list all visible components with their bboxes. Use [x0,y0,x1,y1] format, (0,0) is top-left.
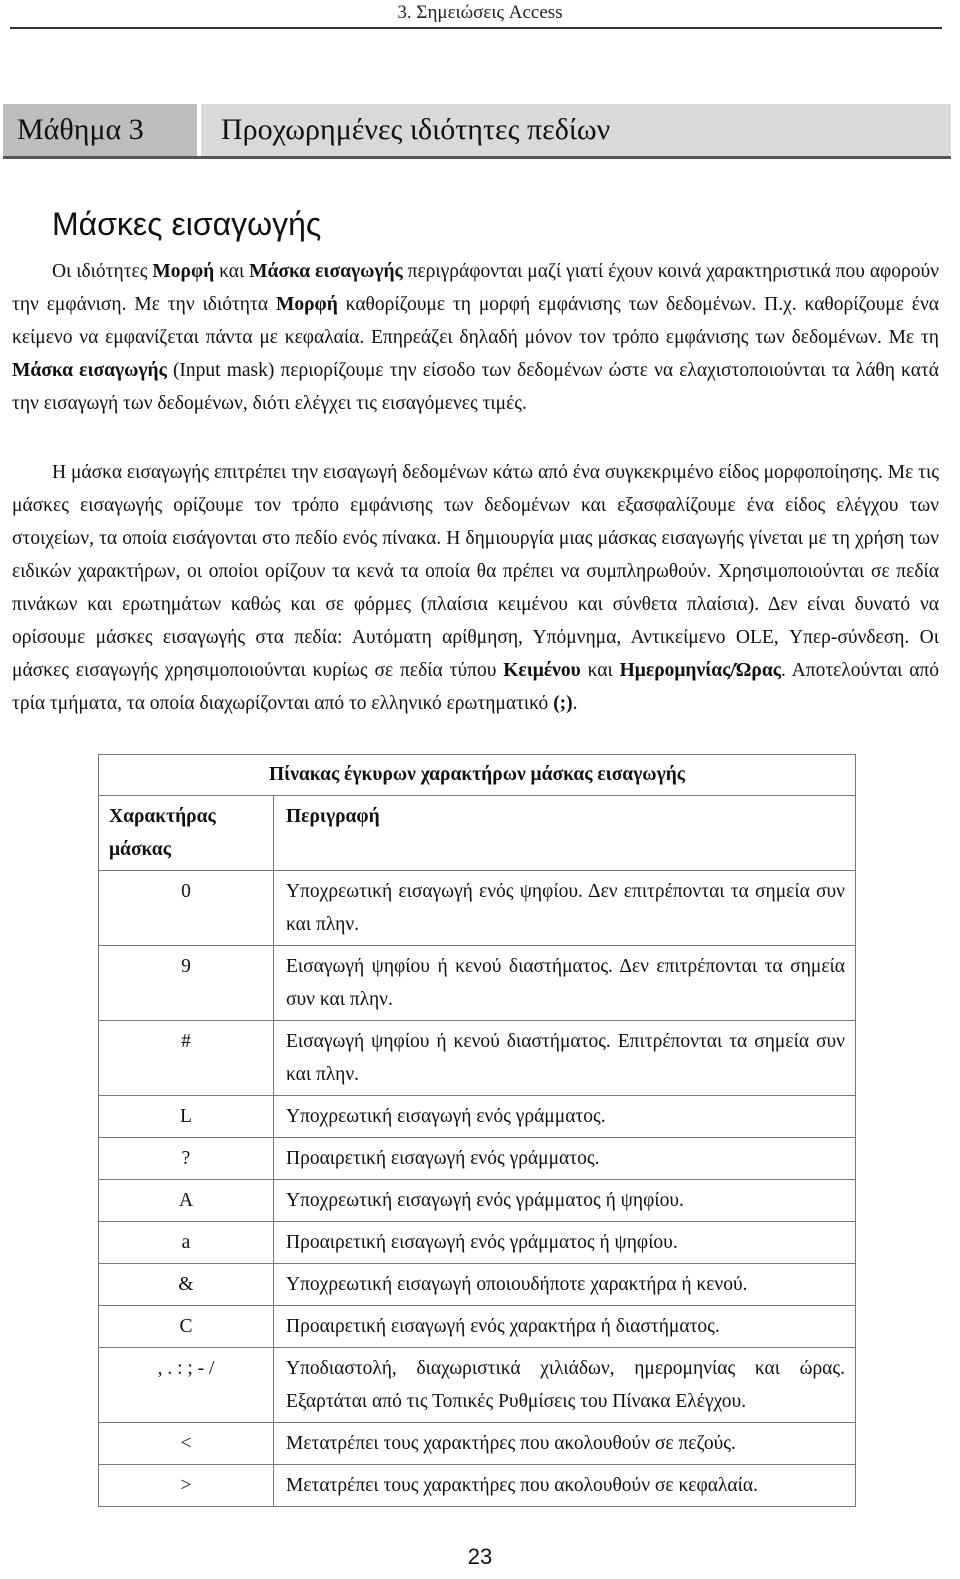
table-row [99,946,856,1021]
page-number: 23 [467,1544,493,1569]
paragraph-format-and-mask [12,255,939,420]
term-format: Μορφή [152,261,215,282]
mask-char-cell: # [99,1021,274,1096]
text-run: περιγράφονται μαζί γιατί έχουν κοινά χαρακτηριστικά που αφορούν την εμφάνιση. Με την ιδιότητα [12,261,940,315]
mask-characters-table [98,754,856,1507]
text-run: και [214,261,250,282]
table-caption: Πίνακας έγκυρων χαρακτήρων μάσκας εισαγωγής [99,755,856,796]
mask-char-cell: ? [99,1138,274,1180]
description-cell: Προαιρετική εισαγωγή ενός γράμματος ή ψηφίου. [274,1222,856,1264]
table-row [99,1348,856,1423]
mask-char-cell: a [99,1222,274,1264]
header-rule [10,27,942,29]
lesson-number: Μάθημα 3 [3,104,201,156]
term-greek-semicolon: (;) [553,693,573,714]
term-text-type: Κειμένου [503,660,581,681]
term-format: Μορφή [275,294,338,315]
mask-char-cell: A [99,1180,274,1222]
description-cell: Υποχρεωτική εισαγωγή ενός γράμματος. [274,1096,856,1138]
description-cell: Μετατρέπει τους χαρακτήρες που ακολουθούν σε πεζούς. [274,1423,856,1465]
running-header: 3. Σημειώσεις Access [397,2,563,23]
table-row [99,1264,856,1306]
table-header-row [99,796,856,871]
table-row [99,1180,856,1222]
table-row [99,1021,856,1096]
paragraph-input-mask-usage [12,456,939,720]
table-row [99,1465,856,1507]
table-row [99,1138,856,1180]
mask-char-cell: < [99,1423,274,1465]
section-heading: Μάσκες εισαγωγής [52,206,322,242]
mask-char-cell: , . : ; - / [99,1348,274,1423]
description-cell: Εισαγωγή ψηφίου ή κενού διαστήματος. Δεν επιτρέπονται τα σημεία συν και πλην. [274,946,856,1021]
description-cell: Υποχρεωτική εισαγωγή ενός ψηφίου. Δεν επιτρέπονται τα σημεία συν και πλην. [274,871,856,946]
lesson-title: Προχωρημένες ιδιότητες πεδίων [221,113,611,146]
description-cell: Μετατρέπει τους χαρακτήρες που ακολουθούν σε κεφαλαία. [274,1465,856,1507]
table-row [99,1423,856,1465]
mask-char-cell: C [99,1306,274,1348]
description-cell: Προαιρετική εισαγωγή ενός γράμματος. [274,1138,856,1180]
description-cell: Υποχρεωτική εισαγωγή ενός γράμματος ή ψηφίου. [274,1180,856,1222]
text-run: Οι ιδιότητες [52,261,153,282]
term-datetime-type: Ημερομηνίας/Ώρας [619,660,781,681]
lesson-banner [3,104,951,159]
table-caption-row [99,755,856,796]
text-run: (Input mask) περιορίζουμε την είσοδο των δεδομένων ώστε να ελαχιστοποιούνται τα λάθη κατά την εισαγωγή των δεδομένων, διότι ελέγχει τις εισαγόμενες τιμές. [12,360,939,414]
table-row [99,1306,856,1348]
description-cell: Προαιρετική εισαγωγή ενός χαρακτήρα ή διαστήματος. [274,1306,856,1348]
term-input-mask: Μάσκα εισαγωγής [249,261,403,282]
description-cell: Υποδιαστολή, διαχωριστικά χιλιάδων, ημερομηνίας και ώρας. Εξαρτάται από τις Τοπικές Ρυθμίσεις του Πίνακα Ελέγχου. [274,1348,856,1423]
text-run: Η μάσκα εισαγωγής επιτρέπει την εισαγωγή δεδομένων κάτω από ένα συγκεκριμένο είδος μορφοποίησης. Με τις μάσκες εισαγωγής ορίζουμε τον τρόπο εμφάνισης των δεδομένων και εξασφαλίζουμε ένα είδος ελέγχου των στοιχείων, τα οποία εισάγονται στο πεδίο ενός πίνακα. Η δημιουργία μιας μάσκας εισαγωγής γίνεται με τη χρήση των ειδικών χαρακτήρων, οι οποίοι ορίζουν τα κενά τα οποία θα πρέπει να συμπληρωθούν. Χρησιμοποιούνται σε πεδία πινάκων και ερωτημάτων καθώς και σε φόρμες (πλαίσια κειμένου και σύνθετα πλαίσια). Δεν είναι δυνατό να ορίσουμε μάσκες εισαγωγής στα πεδία: Αυτόματη αρίθμηση, Υπόμνημα, Αντικείμενο OLE, Υπερ-σύνδεση. Οι μάσκες εισαγωγής χρησιμοποιούνται κυρίως σε πεδία τύπου [12,462,939,681]
mask-char-cell: 9 [99,946,274,1021]
text-run: . Αποτελούνται από τρία τμήματα, τα οποία διαχωρίζονται από το ελληνικό ερωτηματικό [12,660,940,714]
text-run: . [572,693,578,714]
mask-char-cell: > [99,1465,274,1507]
description-cell: Υποχρεωτική εισαγωγή οποιουδήποτε χαρακτήρα ή κενού. [274,1264,856,1306]
mask-char-cell: 0 [99,871,274,946]
text-run: καθορίζουμε τη μορφή εμφάνισης των δεδομένων. Π.χ. καθορίζουμε ένα κείμενο να εμφανίζεται πάντα με κεφαλαία. Επηρεάζει δηλαδή μόνον τον τρόπο εμφάνισης των δεδομένων. Με τη [12,294,939,348]
mask-char-cell: L [99,1096,274,1138]
description-cell: Εισαγωγή ψηφίου ή κενού διαστήματος. Επιτρέπονται τα σημεία συν και πλην. [274,1021,856,1096]
header-mask-character: Χαρακτήρας μάσκας [99,796,274,871]
mask-char-cell: & [99,1264,274,1306]
table-row [99,1222,856,1264]
table-row [99,1096,856,1138]
term-input-mask: Μάσκα εισαγωγής [12,360,167,381]
text-run: και [580,660,620,681]
header-description: Περιγραφή [274,796,856,871]
table-row [99,871,856,946]
